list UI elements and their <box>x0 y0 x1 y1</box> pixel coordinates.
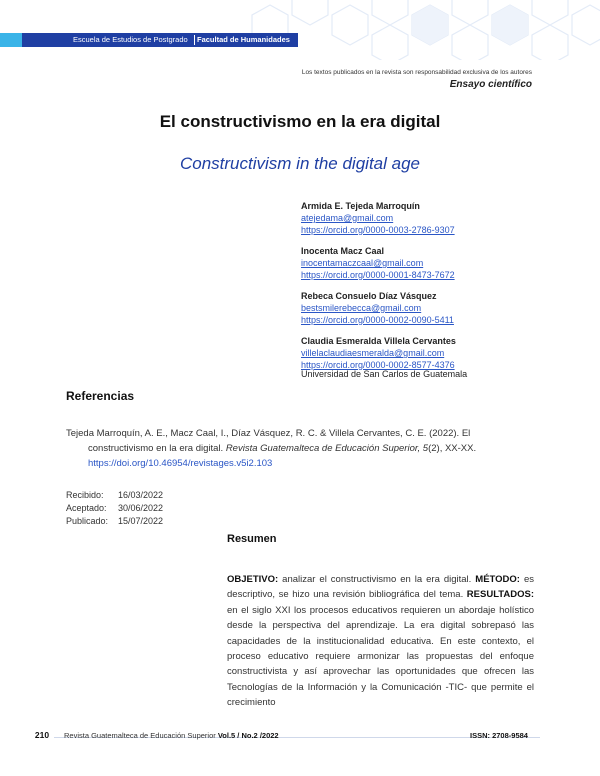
author-name: Inocenta Macz Caal <box>301 246 385 256</box>
article-title: El constructivismo en la era digital <box>159 112 441 131</box>
author-email-link[interactable]: atejedama@gmail.com <box>301 213 394 223</box>
author-entry <box>301 290 541 326</box>
header-separator <box>194 35 195 45</box>
abstract-heading: Resumen <box>227 533 277 545</box>
author-email-link[interactable]: inocentamaczcaal@gmail.com <box>301 258 424 268</box>
date-value: 16/03/2022 <box>118 490 164 500</box>
date-row <box>66 502 163 515</box>
date-label: Recibido: <box>66 490 104 500</box>
author-entry <box>301 200 541 236</box>
footer-journal-name: Revista Guatemalteca de Educación Superior <box>64 731 216 740</box>
affiliation: Universidad de San Carlos de Guatemala <box>301 369 468 379</box>
citation-authors: Tejeda Marroquín, A. E., Macz Caal, I., Díaz Vásquez, R. C. & Villela Cervantes, C. E. (2022). El constructivismo en la era digital. <box>66 428 471 454</box>
author-name: Rebeca Consuelo Díaz Vásquez <box>301 291 437 301</box>
faculty-name: Facultad de Humanidades <box>197 35 290 44</box>
resultados-label: RESULTADOS: <box>466 589 534 601</box>
metodo-label: MÉTODO: <box>475 574 520 585</box>
author-entry <box>301 245 541 281</box>
date-row <box>66 489 163 502</box>
author-orcid-link[interactable]: https://orcid.org/0000-0001-8473-7672 <box>301 270 455 280</box>
doi-link[interactable]: https://doi.org/10.46954/revistages.v5i2.103 <box>88 458 273 469</box>
school-name: Escuela de Estudios de Postgrado <box>73 35 188 44</box>
author-orcid-link[interactable]: https://orcid.org/0000-0002-8577-4376 <box>301 360 455 370</box>
citation-issue: (2), XX-XX. <box>428 443 477 454</box>
objetivo-text: analizar el constructivismo en la era digital. <box>278 574 476 585</box>
citation-journal: Revista Guatemalteca de Educación Superior, 5 <box>225 443 429 454</box>
disclaimer: Los textos publicados en la revista son responsabilidad exclusiva de los autores <box>301 69 532 76</box>
footer-issn: ISSN: 2708-9584 <box>470 731 528 740</box>
references-heading: Referencias <box>66 389 135 403</box>
author-orcid-link[interactable]: https://orcid.org/0000-0003-2786-9307 <box>301 225 455 235</box>
citation <box>66 426 536 471</box>
author-name: Armida E. Tejeda Marroquín <box>301 201 420 211</box>
author-orcid-link[interactable]: https://orcid.org/0000-0002-0090-5411 <box>301 315 454 325</box>
article-type: Ensayo científico <box>449 79 532 90</box>
author-email-link[interactable]: bestsmilerebecca@gmail.com <box>301 303 422 313</box>
author-list <box>301 200 541 389</box>
resultados-text: en el siglo XXI los procesos educativos requieren un abordaje holístico desde la perspectiva del aprendizaje. La era digital sobrepasó las capacidades de la institucionalidad educativa. En este contexto, el proceso educativo requiere armonizar las propuestas del enfoque constructivista y así aprovechar las oportunidades que ofrecen las Tecnologías de la Información y la Comunicación -TIC- que permite el crecimiento <box>227 604 534 709</box>
date-label: Aceptado: <box>66 503 107 513</box>
date-row <box>66 515 163 528</box>
article-subtitle: Constructivism in the digital age <box>179 154 420 173</box>
hexagon-pattern-icon <box>240 0 600 60</box>
footer-volume: Vol.5 / No.2 /2022 <box>217 731 279 740</box>
date-value: 30/06/2022 <box>118 503 164 513</box>
header-text <box>0 33 300 47</box>
author-email-link[interactable]: villelaclaudiaesmeralda@gmail.com <box>301 348 445 358</box>
author-name: Claudia Esmeralda Villela Cervantes <box>301 336 456 346</box>
objetivo-label: OBJETIVO: <box>227 574 279 585</box>
date-label: Publicado: <box>66 516 109 526</box>
author-entry <box>301 335 541 380</box>
metodo-text: es descriptivo, se hizo una revisión bibliográfica del tema. <box>227 574 534 601</box>
date-value: 15/07/2022 <box>118 516 164 526</box>
publication-dates <box>66 489 163 528</box>
footer-journal <box>64 731 279 740</box>
abstract-text <box>227 572 534 711</box>
page-number: 210 <box>30 726 54 744</box>
